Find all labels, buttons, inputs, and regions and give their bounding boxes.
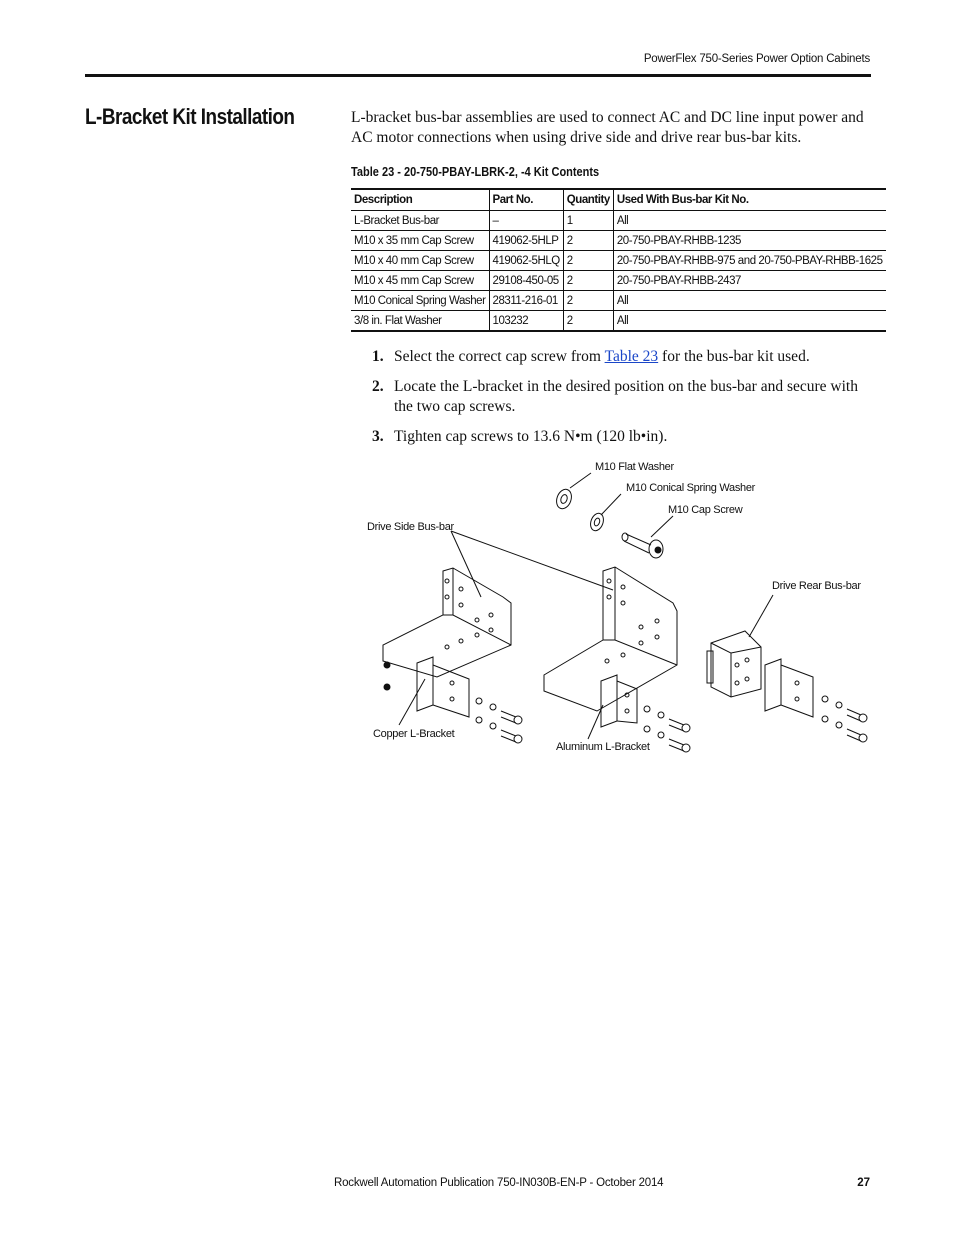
table-cell: 29108-450-05 [489,271,563,291]
table-cell: 103232 [489,311,563,332]
table-cell: 419062-5HLQ [489,251,563,271]
header-rule [85,74,871,77]
table-cell: All [613,291,885,311]
flat-washer-drawing [554,487,574,511]
table-row [351,251,886,271]
table-cell: 28311-216-01 [489,291,563,311]
table-caption: Table 23 - 20-750-PBAY-LBRK-2, -4 Kit Contents [351,165,600,179]
label-flat-washer: M10 Flat Washer [595,461,674,473]
column-header: Part No. [489,189,563,211]
installation-steps [351,347,873,457]
table-cell: M10 x 35 mm Cap Screw [354,234,474,247]
step-number: 3. [372,428,384,445]
step-number: 1. [372,348,384,365]
column-header: Description [354,194,413,206]
label-spring-washer: M10 Conical Spring Washer [626,482,756,494]
spring-washer-drawing [588,511,605,532]
copper-l-bracket [384,657,469,717]
table-cell: 2 [563,251,613,271]
label-drive-side-busbar: Drive Side Bus-bar [367,521,454,533]
table-row [351,311,886,332]
step-number: 2. [372,378,384,395]
table-row [351,271,886,291]
rear-l-bracket [765,659,813,717]
table-cell: 2 [563,271,613,291]
drive-side-busbar-left [383,568,511,677]
cap-screw-drawing [622,533,663,558]
table-cell: 2 [563,311,613,332]
aluminum-l-bracket [601,675,637,727]
table-header-row [351,189,886,211]
table-row [351,231,886,251]
table-cell: 2 [563,231,613,251]
step-text: Select the correct cap screw from [394,348,605,365]
step-text: Tighten cap screws to 13.6 N•m (120 lb•in). [394,428,668,445]
running-header: PowerFlex 750-Series Power Option Cabinets [643,53,870,65]
label-copper-l-bracket: Copper L-Bracket [373,728,455,740]
table-cell: All [613,311,885,332]
l-bracket-illustration [351,455,871,765]
column-header: Used With Bus-bar Kit No. [613,189,885,211]
table-cell: 419062-5HLP [489,231,563,251]
footer-publication: Rockwell Automation Publication 750-IN030B-EN-P - October 2014 [334,1177,664,1189]
step-text: for the bus-bar kit used. [658,348,810,365]
table-row [351,291,886,311]
table-cell: M10 Conical Spring Washer [354,294,486,307]
label-aluminum-l-bracket: Aluminum L-Bracket [556,741,650,753]
table-cell: All [613,211,885,231]
table-cell: 20-750-PBAY-RHBB-1235 [613,231,885,251]
label-drive-rear-busbar: Drive Rear Bus-bar [772,580,861,592]
step-text: Locate the L-bracket in the desired position on the bus-bar and secure with the two cap screws. [394,378,858,415]
step-item [351,377,873,417]
table-cell: M10 x 45 mm Cap Screw [354,274,474,287]
right-hardware-set [822,696,867,742]
table-row [351,211,886,231]
page-number: 27 [857,1177,870,1189]
left-hardware-set [476,698,522,743]
table-cell: 20-750-PBAY-RHBB-975 and 20-750-PBAY-RHBB-1625 [613,251,885,271]
label-cap-screw: M10 Cap Screw [668,504,743,516]
drive-rear-busbar [707,631,761,697]
table-cell: 20-750-PBAY-RHBB-2437 [613,271,885,291]
table-cell: 2 [563,291,613,311]
step-item [351,347,873,367]
center-hardware-set [644,706,690,752]
section-title: L-Bracket Kit Installation [85,104,295,129]
table-23-link[interactable]: Table 23 [604,348,659,365]
column-header: Quantity [563,189,613,211]
intro-paragraph: L-bracket bus-bar assemblies are used to connect AC and DC line input power and AC motor connections when using drive side and drive rear bus-bar kits. [351,109,864,146]
table-cell: L-Bracket Bus-bar [354,214,440,227]
table-cell: 3/8 in. Flat Washer [354,314,442,327]
step-item [351,427,873,447]
table-cell: M10 x 40 mm Cap Screw [354,254,474,267]
table-cell: 1 [563,211,613,231]
kit-contents-table [351,188,886,332]
table-cell: – [489,211,563,231]
